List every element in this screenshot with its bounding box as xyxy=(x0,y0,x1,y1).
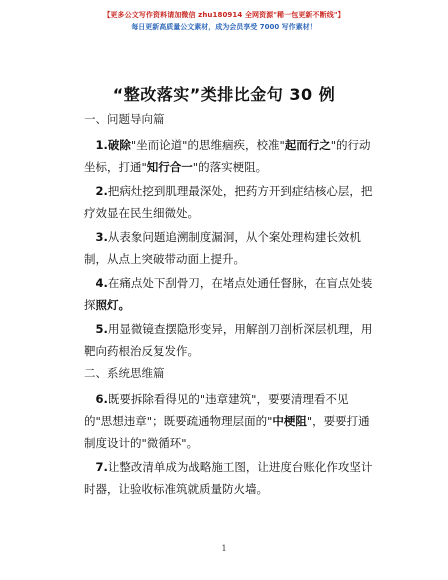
paragraph-7 xyxy=(84,456,374,500)
paragraph-5 xyxy=(84,318,374,362)
paragraph-text: 既要拆除看得见的"违章建筑"，要要清理看不见的"思想违章"；既要疏通物理层面的" xyxy=(84,392,349,428)
paragraph-number: 2. xyxy=(95,184,108,198)
paragraph-number: 3. xyxy=(95,230,108,244)
bold-phrase: 破除 xyxy=(107,138,131,152)
bold-phrase: 中梗阻 xyxy=(272,414,307,428)
paragraph-2 xyxy=(84,180,374,224)
paragraph-text: "的落实梗阻。 xyxy=(192,160,268,174)
bold-phrase: 照灯。 xyxy=(95,298,130,312)
paragraph-1 xyxy=(84,134,374,178)
paragraph-text: 从表象问题追溯制度漏洞，从个案处理构建长效机制，从点上突破带动面上提升。 xyxy=(84,230,361,266)
paragraph-text: 把病灶挖到肌理最深处，把药方开到症结核心层，把疗效显在民生细微处。 xyxy=(84,184,373,220)
paragraph-4 xyxy=(84,272,374,316)
paragraph-text: "坐而论道"的思维痼疾，校准" xyxy=(130,138,285,152)
paragraph-text: 在痛点处下刮骨刀，在堵点处通任督脉，在盲点处装探 xyxy=(84,276,373,312)
paragraph-text: 让整改清单成为战略施工图，让进度台账化作攻坚计时器，让验收标准筑就质量防火墙。 xyxy=(84,460,373,496)
paragraph-number: 4. xyxy=(95,276,108,290)
section-heading-system: 二、系统思维篇 xyxy=(84,366,165,380)
paragraph-6 xyxy=(84,388,374,454)
paragraph-text: "的行动坐标，打通" xyxy=(84,138,371,174)
section-heading-problem: 一、问题导向篇 xyxy=(84,112,165,126)
paragraph-number: 1. xyxy=(95,138,108,152)
document-title: “整改落实”类排比金句 30 例 xyxy=(112,85,336,104)
paragraph-number: 7. xyxy=(95,460,108,474)
bold-phrase: 知行合一 xyxy=(146,160,193,174)
paragraph-3 xyxy=(84,226,374,270)
bold-phrase: 起而行之 xyxy=(284,138,331,152)
page-number: 1 xyxy=(221,544,227,553)
promo-banner-line2: 每日更新高质量公文素材，成为会员享受 7000 写作素材！ xyxy=(131,23,317,31)
paragraph-text: 用显微镜查摆隐形变异，用解剖刀剖析深层机理，用靶向药根治反复发作。 xyxy=(84,322,373,358)
promo-banner xyxy=(0,10,448,33)
promo-banner-line1: 【更多公文写作资料请加微信 zhu180914 全网资源"稀一包更新不断线"】 xyxy=(103,11,345,19)
paragraph-number: 5. xyxy=(95,322,108,336)
paragraph-text: "，要要打通制度设计的"微循环"。 xyxy=(84,414,370,450)
paragraph-number: 6. xyxy=(95,392,108,406)
